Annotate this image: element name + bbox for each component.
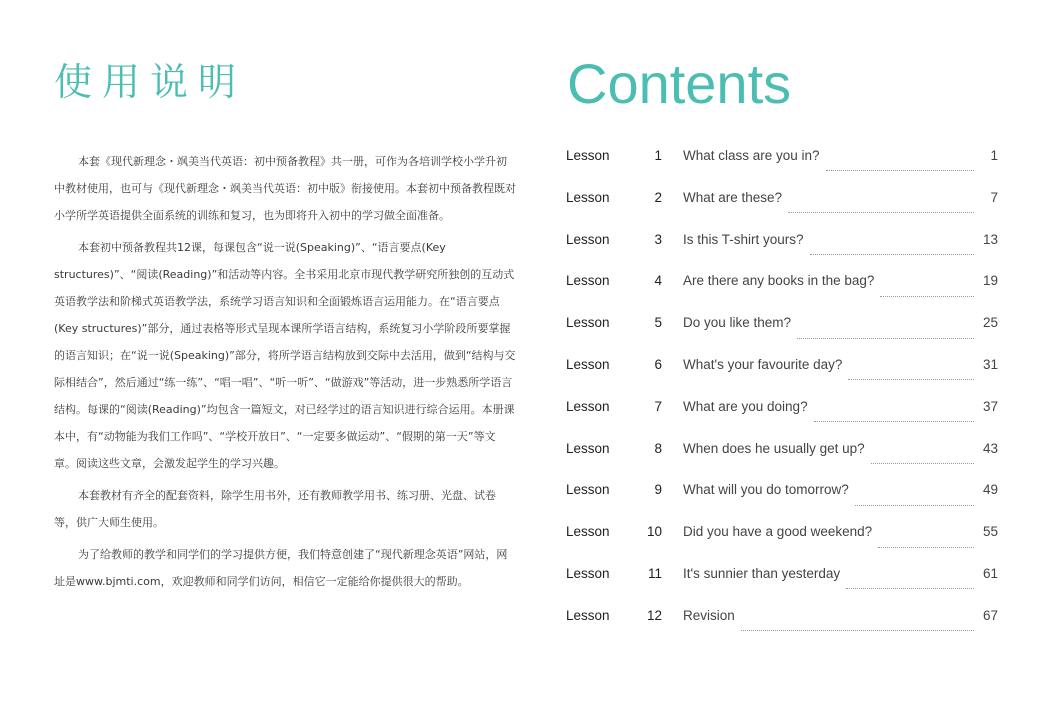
toc-entry[interactable]	[566, 273, 998, 315]
toc-page-number: 25	[982, 315, 998, 331]
toc-page-number: 55	[982, 524, 998, 540]
intro-text	[54, 148, 516, 600]
toc-page-number: 67	[982, 607, 998, 623]
toc-lesson-title: What will you do tomorrow?	[683, 482, 849, 498]
toc-dot-leader	[741, 630, 974, 631]
toc-lesson-label: Lesson	[566, 565, 610, 581]
intro-paragraph: 本套初中预备教程共12课，每课包含“说一说(Speaking)”、“语言要点(Key structures)”、“阅读(Reading)”和活动等内容。全书采用北京市现代教学研究所独创的互动式英语教学法和阶梯式英语教学法，系统学习语言知识和全面锻炼语言运用能力。在“语言要点(Key structures)”部分，通过表格等形式呈现本课所学语言结构，系统复习小学阶段所要掌握的语言知识；在“说一说(Speaking)”部分，将所学语言结构放到交际中去活用，做到“结构与交际相结合”，然后通过“练一练”、“唱一唱”、“听一听”、“做游戏”等活动，进一步熟悉所学语言结构。每课的“阅读(Reading)”均包含一篇短文，对已经学过的语言知识进行综合运用。本册课本中，有“动物能为我们工作吗”、“学校开放日”、“一定要多做运动”、“假期的第一天”等文章。阅读这些文章，会激发起学生的学习兴趣。	[54, 241, 516, 470]
toc-lesson-title: Do you like them?	[683, 315, 792, 331]
toc-entry[interactable]	[566, 566, 998, 608]
toc-entry[interactable]	[566, 608, 998, 650]
toc-lesson-number: 2	[654, 189, 662, 205]
toc-entry[interactable]	[566, 357, 998, 399]
toc-entry[interactable]	[566, 190, 998, 232]
toc-lesson-label: Lesson	[566, 231, 610, 247]
toc-entry[interactable]	[566, 441, 998, 483]
toc-page-number: 43	[982, 440, 998, 456]
toc-lesson-number: 8	[654, 440, 662, 456]
toc-lesson-title: What are these?	[683, 189, 783, 205]
toc-page-number: 37	[982, 398, 998, 414]
toc-lesson-number: 12	[646, 607, 662, 623]
toc-lesson-label: Lesson	[566, 148, 610, 163]
toc-lesson-title: What's your favourite day?	[683, 356, 843, 372]
toc-lesson-title: When does he usually get up?	[683, 440, 865, 456]
intro-paragraph: 为了给教师的教学和同学们的学习提供方便，我们特意创建了“现代新理念英语”网站，网址是www.bjmti.com，欢迎教师和同学们访问，相信它一定能给你提供很大的帮助。	[54, 548, 508, 588]
toc-lesson-number: 5	[654, 315, 662, 331]
toc-lesson-title: Is this T-shirt yours?	[683, 231, 804, 247]
toc-page-number: 1	[990, 148, 998, 163]
toc-lesson-title: It's sunnier than yesterday	[683, 565, 841, 581]
toc-entry[interactable]	[566, 482, 998, 524]
toc-entry[interactable]	[566, 399, 998, 441]
toc-entry[interactable]	[566, 315, 998, 357]
intro-paragraph: 本套教材有齐全的配套资料，除学生用书外，还有教师教学用书、练习册、光盘、试卷等，供广大师生使用。	[54, 489, 496, 529]
toc-lesson-number: 4	[654, 273, 662, 289]
toc-page-number: 19	[982, 273, 998, 289]
toc-lesson-number: 7	[654, 398, 662, 414]
toc-lesson-label: Lesson	[566, 273, 610, 289]
toc-page-number: 49	[982, 482, 998, 498]
toc-dot-leader	[810, 254, 974, 255]
toc-lesson-label: Lesson	[566, 189, 610, 205]
toc-entry[interactable]	[566, 524, 998, 566]
toc-lesson-label: Lesson	[566, 440, 610, 456]
toc-dot-leader	[846, 588, 974, 589]
toc-lesson-number: 3	[654, 231, 662, 247]
toc-lesson-number: 10	[646, 524, 662, 540]
toc-page-number: 61	[982, 565, 998, 581]
toc-entry[interactable]	[566, 232, 998, 274]
toc-dot-leader	[826, 170, 974, 171]
toc-lesson-number: 11	[647, 565, 662, 581]
toc-dot-leader	[878, 547, 974, 548]
toc-page-number: 7	[990, 189, 998, 205]
intro-paragraph: 本套《现代新理念・飒美当代英语：初中预备教程》共一册，可作为各培训学校小学升初中教材使用，也可与《现代新理念・飒美当代英语：初中版》衔接使用。本套初中预备教程既对小学所学英语提供全面系统的训练和复习，也为即将升入初中的学习做全面准备。	[54, 155, 516, 222]
toc-lesson-title: Revision	[683, 607, 735, 623]
toc-lesson-title: What are you doing?	[683, 398, 808, 414]
toc-dot-leader	[848, 379, 974, 380]
toc-lesson-title: Are there any books in the bag?	[683, 273, 875, 289]
toc-dot-leader	[855, 505, 974, 506]
toc-dot-leader	[797, 338, 974, 339]
toc-lesson-label: Lesson	[566, 398, 610, 414]
contents-title: Contents	[567, 52, 792, 115]
toc-lesson-label: Lesson	[566, 524, 610, 540]
toc-entry[interactable]	[566, 148, 998, 190]
toc-dot-leader	[788, 212, 974, 213]
toc-lesson-label: Lesson	[566, 356, 610, 372]
toc-page-number: 13	[982, 231, 998, 247]
toc-lesson-number: 9	[654, 482, 662, 498]
toc-lesson-title: What class are you in?	[683, 148, 820, 163]
toc-lesson-label: Lesson	[566, 482, 610, 498]
toc-lesson-label: Lesson	[566, 607, 610, 623]
table-of-contents	[566, 148, 998, 650]
toc-lesson-label: Lesson	[566, 315, 610, 331]
toc-lesson-number: 1	[654, 148, 662, 163]
toc-dot-leader	[880, 296, 974, 297]
toc-dot-leader	[814, 421, 974, 422]
page-title-usage: 使用说明	[54, 60, 247, 104]
toc-lesson-number: 6	[654, 356, 662, 372]
toc-lesson-title: Did you have a good weekend?	[683, 524, 873, 540]
toc-dot-leader	[871, 463, 974, 464]
toc-page-number: 31	[982, 356, 998, 372]
